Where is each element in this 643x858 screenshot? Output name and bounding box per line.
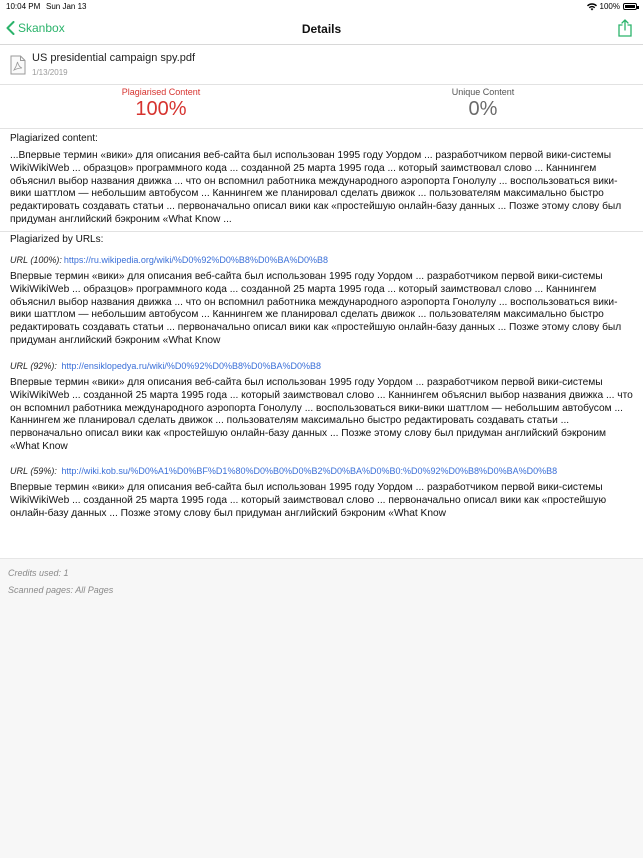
plagiarized-content-text: ...Впервые термин «вики» для описания веб-сайта был использован 1995 году Уордом ... разработчиком первой вики-системы WikiWikiWeb ... образцов» программного кода ... созданной 25 марта 1995 года ... который заимствовал слово ... Каннингем объяснил выбор названия движка ... что он вспомнил работника международного аэропорта Гонолулу ... воспользоваться вики-вики шаттлом — небольшим автобусом ... Каннингем же планировал сделать движок ... пользователям максимально быстро редактировать создавать статьи ... первоначально описал вики как «простейшую онлайн-базу данных ... Позже этому слову был придуман английский бэкроним «What Know ... — [10, 150, 622, 225]
url-match-text: Впервые термин «вики» для описания веб-сайта был использован 1995 году Уордом ... разработчиком первой вики-системы WikiWikiWeb ... созданной 25 марта 1995 года ... который заимствовал слово ... первоначально описал вики как «простейшую онлайн-базу данных ... Позже этому слову был придуман английский бэкроним «What Know — [10, 482, 607, 519]
file-name: US presidential campaign spy.pdf — [32, 52, 196, 64]
unique-value: 0% — [468, 98, 498, 120]
url-entry-header — [10, 466, 557, 476]
footer-area — [0, 558, 643, 858]
status-right — [587, 2, 637, 11]
wifi-icon — [587, 3, 597, 11]
navigation-bar — [0, 14, 643, 45]
page-title: Details — [301, 22, 342, 36]
url-match-text: Впервые термин «вики» для описания веб-сайта был использован 1995 году Уордом ... разработчиком первой вики-системы WikiWikiWeb ... созданной 25 марта 1995 года ... который заимствовал слово ... Каннингем объяснил выбор названия движка ... что он вспомнил работника международного аэропорта Гонолулу ... воспользоваться вики-вики шаттлом — небольшим автобусом ... Каннингем же планировал сделать движок ... пользователям максимально быстро редактировать создавать статьи ... первоначально описал вики как «простейшую онлайн-базу данных ... Позже этому слову был придуман английский бэкроним «What Know — [10, 377, 633, 452]
url-link[interactable]: http://wiki.kob.su/%D0%A1%D0%BF%D1%80%D0%B0%D0%B2%D0%BA%D0%B0:%D0%92%D0%B8%D0%BA%D0%B8 — [61, 466, 558, 476]
plagiarised-stat — [0, 87, 322, 121]
status-time: 10:04 PM — [6, 2, 41, 11]
scanned-pages: Scanned pages: All Pages — [8, 585, 114, 595]
url-link[interactable]: http://ensiklopedya.ru/wiki/%D0%92%D0%B8%D0%BA%D0%B8 — [61, 361, 321, 371]
section-divider — [0, 231, 643, 232]
url-match-label: URL (59%): — [10, 466, 57, 476]
unique-stat — [322, 87, 643, 121]
battery-percent: 100% — [599, 2, 620, 11]
plagiarised-label: Plagiarised Content — [121, 87, 201, 97]
plagiarised-value: 100% — [135, 98, 187, 120]
url-link[interactable]: https://ru.wikipedia.org/wiki/%D0%92%D0%B8%D0%BA%D0%B8 — [63, 255, 328, 265]
pdf-file-icon — [10, 55, 26, 75]
url-entry-header — [10, 255, 328, 265]
unique-label: Unique Content — [451, 87, 515, 97]
battery-icon — [623, 3, 637, 10]
url-match-label: URL (100%): — [10, 255, 62, 265]
file-row[interactable] — [0, 45, 643, 85]
url-match-label: URL (92%): — [10, 361, 57, 371]
back-label: Skanbox — [18, 21, 65, 35]
url-match-text: Впервые термин «вики» для описания веб-сайта был использован 1995 году Уордом ... разработчиком первой вики-системы WikiWikiWeb ... образцов» программного кода ... созданной 25 марта 1995 года ... который заимствовал слово ... Каннингем объяснил выбор названия движка ... что он вспомнил работника международного аэропорта Гонолулу ... воспользоваться вики-вики шаттлом — небольшим автобусом ... Каннингем же планировал сделать движок ... пользователям максимально быстро редактировать создавать статьи ... первоначально описал вики как «простейшую онлайн-базу данных ... Позже этому слову был придуман английский бэкроним «What Know — [10, 271, 622, 346]
plagiarized-urls-title: Plagiarized by URLs: — [10, 234, 104, 245]
credits-used: Credits used: 1 — [8, 568, 69, 578]
status-bar — [0, 0, 643, 14]
url-entry-header — [10, 361, 321, 371]
status-date: Sun Jan 13 — [46, 2, 87, 11]
share-icon[interactable] — [618, 19, 632, 37]
content-stats — [0, 85, 643, 129]
file-date: 1/13/2019 — [32, 68, 68, 77]
plagiarized-content-title: Plagiarized content: — [10, 133, 98, 144]
